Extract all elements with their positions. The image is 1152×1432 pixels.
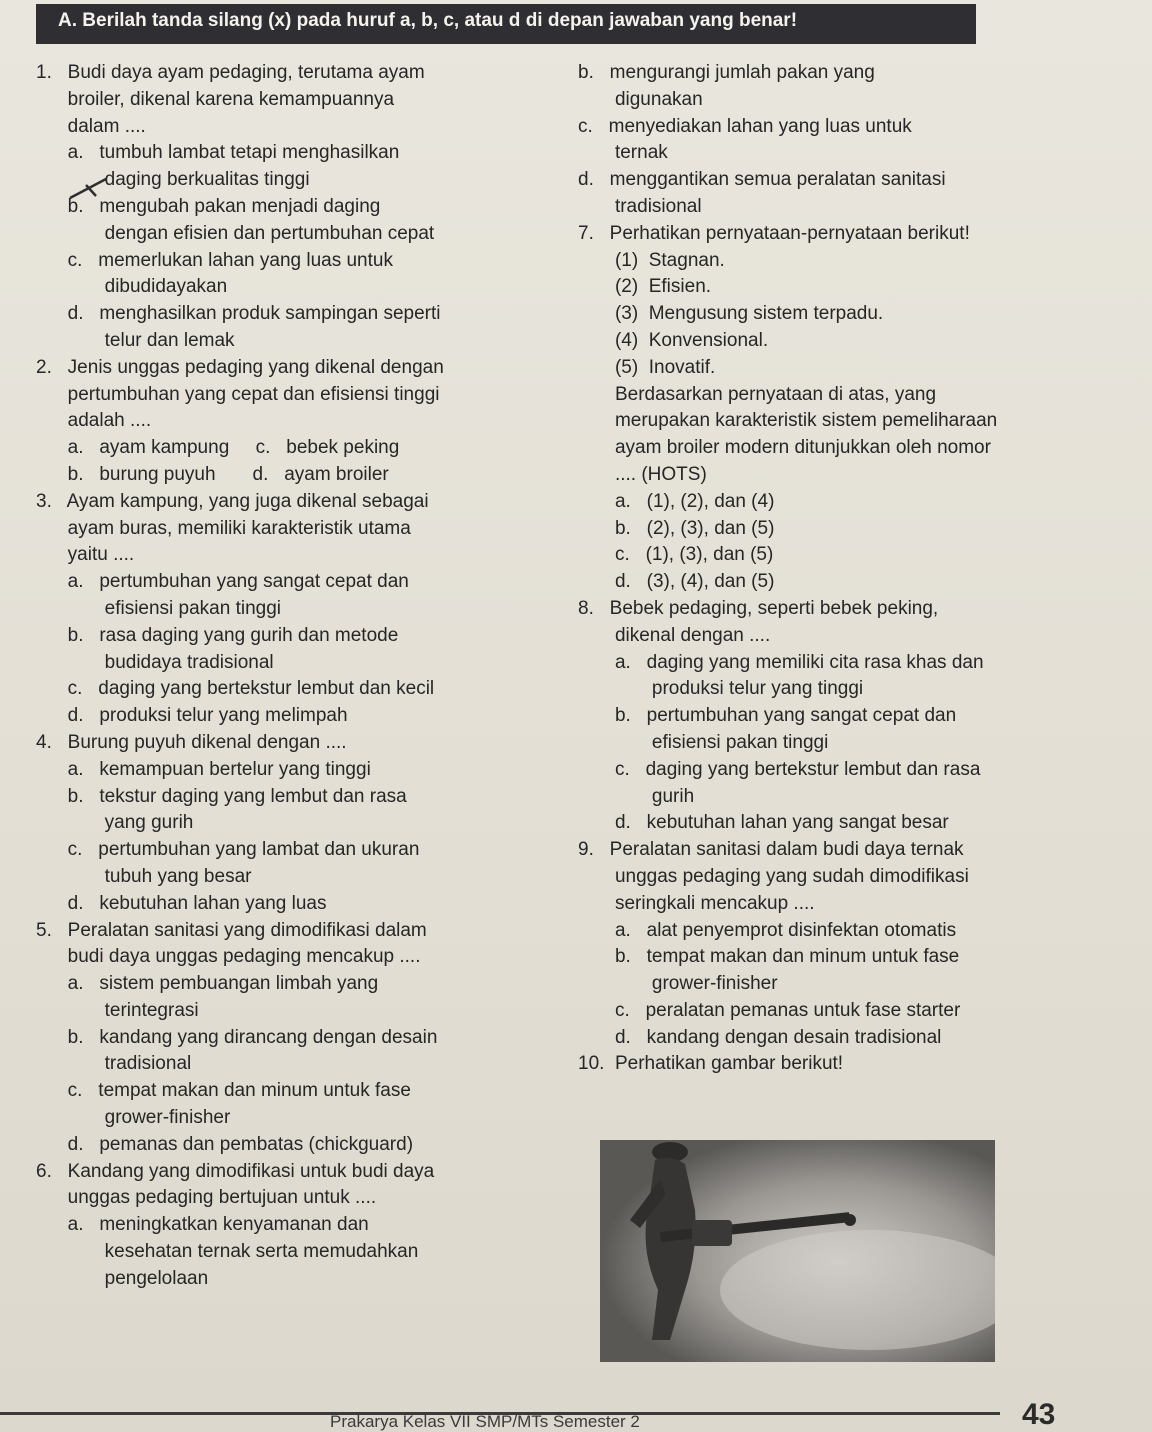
left-column-line: budi daya unggas pedaging mencakup .... bbox=[36, 946, 421, 968]
left-column-line: ayam buras, memiliki karakteristik utama bbox=[36, 517, 411, 539]
right-column-line: tradisional bbox=[578, 195, 702, 217]
right-column-line: c. daging yang bertekstur lembut dan rasa bbox=[578, 758, 981, 780]
left-column-line: b. kandang yang dirancang dengan desain bbox=[36, 1026, 438, 1048]
left-column-line: a. tumbuh lambat tetapi menghasilkan bbox=[36, 142, 400, 164]
left-column-line: terintegrasi bbox=[36, 999, 199, 1021]
left-column-line: 1. Budi daya ayam pedaging, terutama ayam bbox=[36, 62, 425, 83]
left-column-line: b. mengubah pakan menjadi daging bbox=[36, 195, 381, 217]
right-column-line: 9. Peralatan sanitasi dalam budi daya ternak bbox=[578, 839, 964, 861]
right-column-line: c. (1), (3), dan (5) bbox=[578, 544, 774, 566]
right-column-line: a. daging yang memiliki cita rasa khas dan bbox=[578, 651, 984, 673]
right-column-line: produksi telur yang tinggi bbox=[578, 678, 864, 700]
section-header-title: A. Berilah tanda silang (x) pada huruf a, b, c, atau d di depan jawaban yang benar! bbox=[58, 10, 798, 31]
right-column-line: ternak bbox=[578, 142, 668, 164]
left-column-line: unggas pedaging bertujuan untuk .... bbox=[36, 1187, 377, 1209]
left-column-line: a. pertumbuhan yang sangat cepat dan bbox=[36, 571, 409, 593]
left-column-line: dengan efisien dan pertumbuhan cepat bbox=[36, 222, 435, 244]
left-column-line: a. ayam kampung c. bebek peking bbox=[36, 437, 400, 459]
left-column-line: d. pemanas dan pembatas (chickguard) bbox=[36, 1133, 414, 1155]
left-column-line: b. burung puyuh d. ayam broiler bbox=[36, 463, 389, 485]
left-column-line: a. meningkatkan kenyamanan dan bbox=[36, 1214, 369, 1236]
right-column-line: 8. Bebek pedaging, seperti bebek peking, bbox=[578, 597, 939, 619]
left-column-line: dibudidayakan bbox=[36, 276, 228, 298]
right-column-line: d. kebutuhan lahan yang sangat besar bbox=[578, 812, 949, 834]
left-column-line: 3. Ayam kampung, yang juga dikenal sebagai bbox=[36, 490, 429, 512]
right-column-line: a. (1), (2), dan (4) bbox=[578, 490, 775, 512]
right-column-line: grower-finisher bbox=[578, 973, 778, 995]
right-column-line: dikenal dengan .... bbox=[578, 624, 771, 646]
left-column-line: d. produksi telur yang melimpah bbox=[36, 705, 348, 727]
right-column-line: d. menggantikan semua peralatan sanitasi bbox=[578, 169, 946, 191]
right-column-line: c. menyediakan lahan yang luas untuk bbox=[578, 115, 912, 137]
left-column-line: b. tekstur daging yang lembut dan rasa bbox=[36, 785, 407, 807]
left-column-line: pengelolaan bbox=[36, 1267, 209, 1289]
left-column-line: a. kemampuan bertelur yang tinggi bbox=[36, 758, 371, 780]
left-column-line: d. menghasilkan produk sampingan seperti bbox=[36, 303, 441, 325]
left-column-line: c. tempat makan dan minum untuk fase bbox=[36, 1080, 411, 1102]
x-mark-icon bbox=[66, 176, 112, 202]
right-column-line: gurih bbox=[578, 785, 695, 807]
right-column-line: (3) Mengusung sistem terpadu. bbox=[578, 303, 884, 325]
right-column-line: unggas pedaging yang sudah dimodifikasi bbox=[578, 865, 969, 887]
right-column-line: d. (3), (4), dan (5) bbox=[578, 571, 775, 593]
left-column-line: telur dan lemak bbox=[36, 329, 235, 351]
right-column-line: b. mengurangi jumlah pakan yang bbox=[578, 62, 875, 83]
left-column-line: c. memerlukan lahan yang luas untuk bbox=[36, 249, 393, 271]
left-column-line: adalah .... bbox=[36, 410, 152, 432]
left-column-line: grower-finisher bbox=[36, 1107, 231, 1129]
right-column-line: (2) Efisien. bbox=[578, 276, 712, 298]
right-column-line: 7. Perhatikan pernyataan-pernyataan berikut! bbox=[578, 222, 970, 244]
right-column-line: c. peralatan pemanas untuk fase starter bbox=[578, 999, 961, 1021]
left-column-line: pertumbuhan yang cepat dan efisiensi tinggi bbox=[36, 383, 440, 405]
left-column-line: 5. Peralatan sanitasi yang dimodifikasi dalam bbox=[36, 919, 427, 941]
right-column-line: ayam broiler modern ditunjukkan oleh nomor bbox=[578, 437, 991, 459]
left-column-line: c. daging yang bertekstur lembut dan kecil bbox=[36, 678, 435, 700]
left-column-line: tradisional bbox=[36, 1053, 192, 1075]
left-column-line: tubuh yang besar bbox=[36, 865, 252, 887]
left-column-line: 4. Burung puyuh dikenal dengan .... bbox=[36, 731, 347, 753]
right-column-line: merupakan karakteristik sistem pemeliharaan bbox=[578, 410, 998, 432]
left-column-line: dalam .... bbox=[36, 115, 146, 137]
right-column-line: digunakan bbox=[578, 88, 703, 110]
left-column-line: kesehatan ternak serta memudahkan bbox=[36, 1241, 419, 1263]
footer-book-title: Prakarya Kelas VII SMP/MTs Semester 2 bbox=[330, 1412, 640, 1431]
right-column-line: d. kandang dengan desain tradisional bbox=[578, 1026, 942, 1048]
right-column-line: b. (2), (3), dan (5) bbox=[578, 517, 775, 539]
fogging-sprayer-photo bbox=[600, 1140, 995, 1362]
right-column-line: a. alat penyemprot disinfektan otomatis bbox=[578, 919, 957, 941]
right-column-line: (1) Stagnan. bbox=[578, 249, 725, 271]
right-column-line: efisiensi pakan tinggi bbox=[578, 731, 829, 753]
left-column-line: a. sistem pembuangan limbah yang bbox=[36, 973, 379, 995]
left-question-column bbox=[36, 60, 536, 1293]
right-question-column bbox=[578, 60, 1048, 1078]
left-column-line: broiler, dikenal karena kemampuannya bbox=[36, 88, 395, 110]
right-column-line: seringkali mencakup .... bbox=[578, 892, 815, 914]
right-column-line: 10. Perhatikan gambar berikut! bbox=[578, 1053, 844, 1075]
right-column-line: (5) Inovatif. bbox=[578, 356, 716, 378]
left-column-line: c. pertumbuhan yang lambat dan ukuran bbox=[36, 839, 420, 861]
left-column-line: 2. Jenis unggas pedaging yang dikenal dengan bbox=[36, 356, 444, 378]
right-column-line: .... (HOTS) bbox=[578, 463, 707, 485]
left-column-line: daging berkualitas tinggi bbox=[36, 169, 310, 191]
right-column-line: Berdasarkan pernyataan di atas, yang bbox=[578, 383, 937, 405]
left-column-line: b. rasa daging yang gurih dan metode bbox=[36, 624, 399, 646]
left-column-line: d. kebutuhan lahan yang luas bbox=[36, 892, 327, 914]
page-number: 43 bbox=[1022, 1398, 1056, 1431]
left-column-line: efisiensi pakan tinggi bbox=[36, 597, 282, 619]
left-column-line: yang gurih bbox=[36, 812, 194, 834]
left-column-line: 6. Kandang yang dimodifikasi untuk budi daya bbox=[36, 1160, 435, 1182]
right-column-line: (4) Konvensional. bbox=[578, 329, 769, 351]
right-column-line: b. pertumbuhan yang sangat cepat dan bbox=[578, 705, 957, 727]
right-column-line: b. tempat makan dan minum untuk fase bbox=[578, 946, 960, 968]
left-column-line: budidaya tradisional bbox=[36, 651, 274, 673]
left-column-line: yaitu .... bbox=[36, 544, 135, 566]
